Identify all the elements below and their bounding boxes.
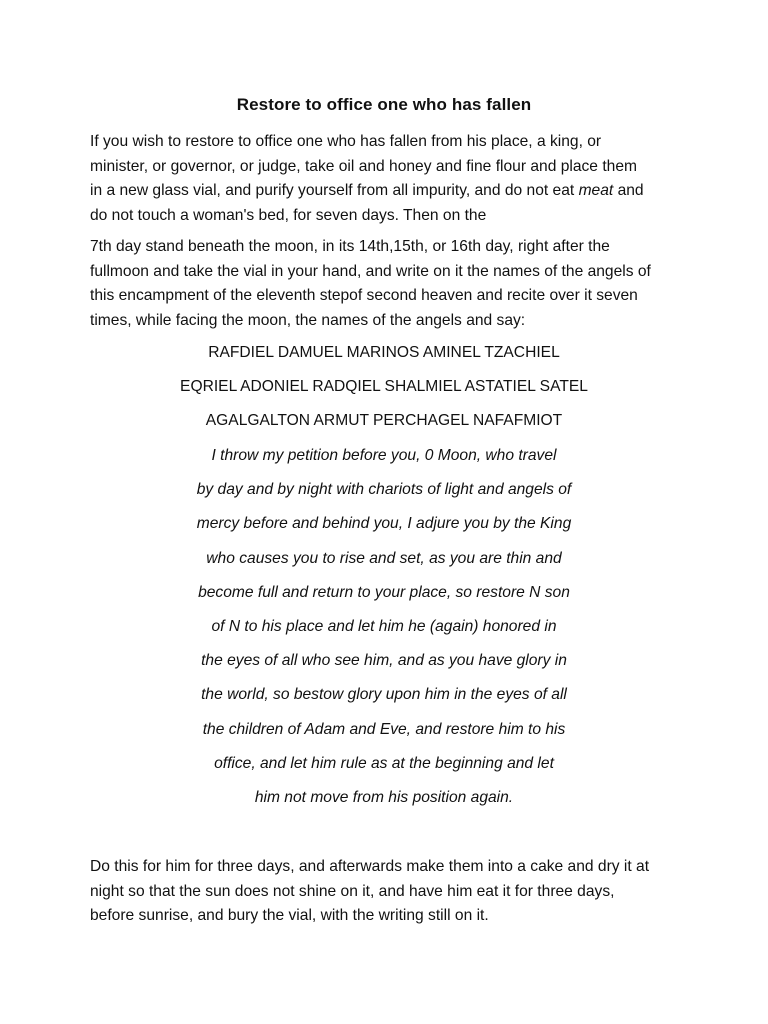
invocation-line-4: who causes you to rise and set, as you are thin and [206,549,562,567]
intro-line-3-end: and [613,182,644,199]
angel-names-line-1: RAFDIEL DAMUEL MARINOS AMINEL TZACHIEL [208,344,560,361]
ritual-line-4: times, while facing the moon, the names of the angels and say: [90,311,526,329]
invocation-line-11: him not move from his position again. [254,788,514,806]
intro-paragraph [90,130,682,228]
invocation-line-1: I throw my petition before you, 0 Moon, who travel [211,447,557,464]
intro-line-1: If you wish to restore to office one who has fallen from his place, a king, or [90,133,602,150]
invocation-line-8: the world, so bestow glory upon him in the eyes of all [201,686,567,704]
document-title: Restore to office one who has fallen [236,95,532,114]
invocation-line-7: the eyes of all who see him, and as you have glory in [201,652,567,670]
intro-line-2: minister, or governor, or judge, take oil and honey and fine flour and place them [90,157,637,175]
angel-names-line-2: EQRIEL ADONIEL RADQIEL SHALMIEL ASTATIEL SATEL [180,378,588,395]
closing-paragraph [90,855,682,929]
intro-line-3 [90,179,682,204]
invocation-line-10: office, and let him rule as at the beginning and let [214,754,554,772]
invocation-line-2: by day and by night with chariots of light and angels of [196,481,572,499]
ritual-line-2: fullmoon and take the vial in your hand, and write on it the names of the angels of [90,262,651,280]
invocation-line-6: of N to his place and let him he (again) honored in [211,617,557,635]
intro-line-3-text: in a new glass vial, and purify yourself from all impurity, and do not eat [90,182,579,199]
invocation-block [0,444,768,820]
angel-names-line-3: AGALGALTON ARMUT PERCHAGEL NAFAFMIOT [205,412,563,429]
closing-line-2: night so that the sun does not shine on it, and have him eat it for three days, [90,882,615,900]
ritual-paragraph [90,235,682,333]
intro-line-3-italic-word: meat [578,182,614,199]
angel-names-block [0,341,768,443]
ritual-line-3: this encampment of the eleventh stepof second heaven and recite over it seven [90,287,638,304]
intro-line-4: do not touch a woman's bed, for seven days. Then on the [90,206,487,224]
invocation-line-5: become full and return to your place, so restore N son [198,583,570,601]
ritual-line-1: 7th day stand beneath the moon, in its 14th,15th, or 16th day, right after the [90,238,610,255]
closing-line-3: before sunrise, and bury the vial, with the writing still on it. [90,907,489,924]
invocation-line-9: the children of Adam and Eve, and restore him to his [202,720,566,738]
invocation-line-3: mercy before and behind you, I adjure you by the King [196,515,572,533]
closing-line-1: Do this for him for three days, and afterwards make them into a cake and dry it at [90,858,650,875]
